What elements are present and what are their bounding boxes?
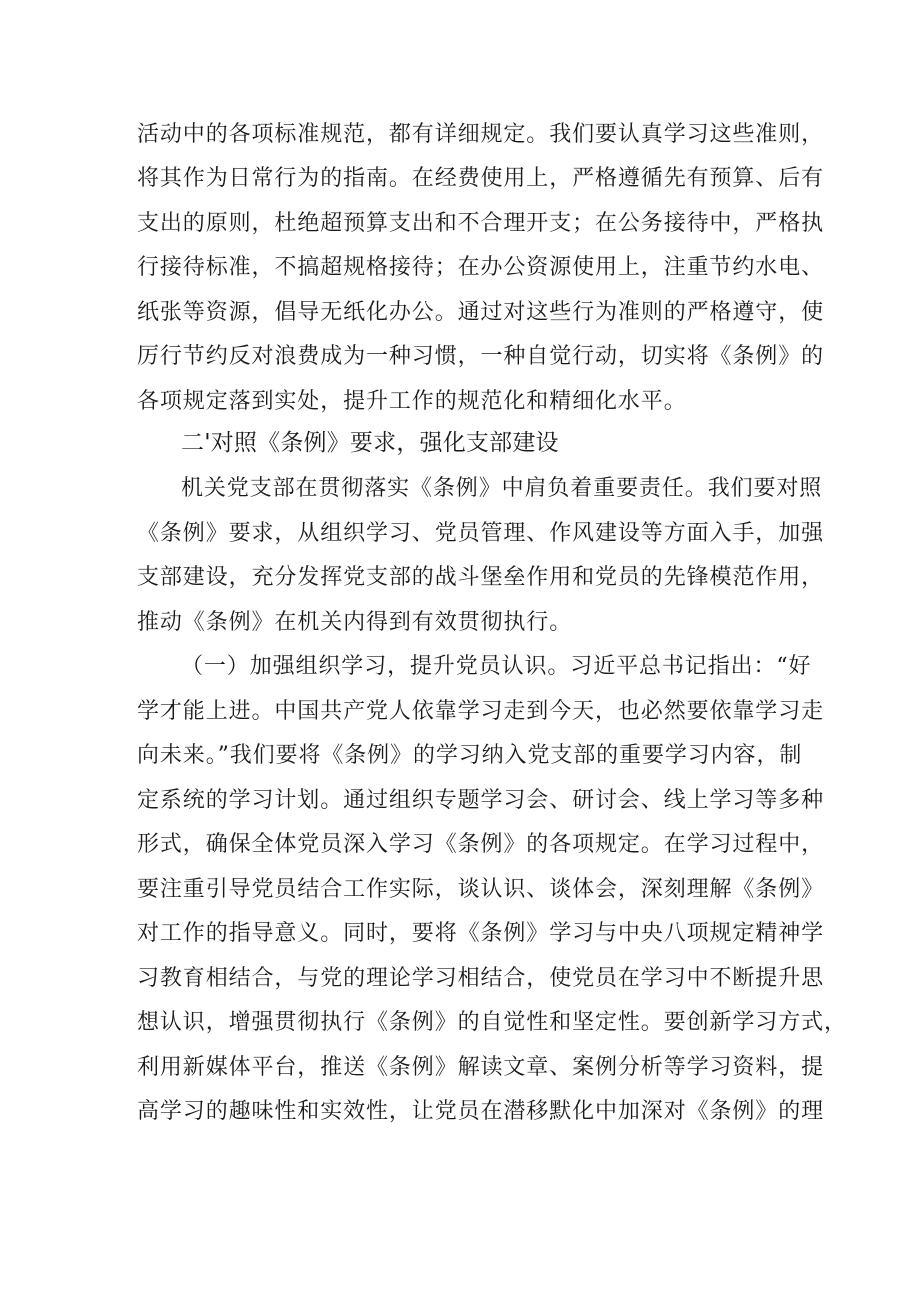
paragraph-1-line-5: 纸张等资源，倡导无纸化办公。通过对这些行为准则的严格遵守，使 bbox=[137, 300, 825, 325]
paragraph-3-line-6: 要注重引导党员结合工作实际，谈认识、谈体会，深刻理解《条例》 bbox=[137, 877, 825, 902]
paragraph-2-line-2: 《条例》要求，从组织学习、党员管理、作风建设等方面入手，加强 bbox=[137, 521, 825, 546]
paragraph-3-line-8: 习教育相结合，与党的理论学习相结合，使党员在学习中不断提升思 bbox=[137, 966, 825, 991]
paragraph-3-line-2: 学才能上进。中国共产党人依靠学习走到今天，也必然要依靠学习走 bbox=[137, 699, 825, 724]
paragraph-1-line-1: 活动中的各项标准规范，都有详细规定。我们要认真学习这些准则， bbox=[137, 122, 825, 147]
paragraph-3-line-7: 对工作的指导意义。同时，要将《条例》学习与中央八项规定精神学 bbox=[137, 921, 825, 946]
paragraph-3-line-1: （一）加强组织学习，提升党员认识。习近平总书记指出：“好 bbox=[181, 654, 812, 679]
section-heading: 二'对照《条例》要求，强化支部建设 bbox=[181, 430, 559, 456]
paragraph-2-line-4: 推动《条例》在机关内得到有效贯彻执行。 bbox=[137, 610, 573, 635]
paragraph-1-line-6: 厉行节约反对浪费成为一种习惯，一种自觉行动，切实将《条例》的 bbox=[137, 344, 825, 369]
paragraph-3-line-11: 高学习的趣味性和实效性，让党员在潜移默化中加深对《条例》的理 bbox=[137, 1099, 825, 1124]
paragraph-3-line-9: 想认识，增强贯彻执行《条例》的自觉性和坚定性。要创新学习方式， bbox=[137, 1010, 847, 1035]
paragraph-3-line-5: 形式，确保全体党员深入学习《条例》的各项规定。在学习过程中， bbox=[137, 832, 825, 857]
paragraph-1-line-7: 各项规定落到实处，提升工作的规范化和精细化水平。 bbox=[137, 389, 687, 414]
paragraph-1-line-4: 行接待标准，不搞超规格接待；在办公资源使用上，注重节约水电、 bbox=[137, 255, 825, 280]
paragraph-3-line-10: 利用新媒体平台，推送《条例》解读文章、案例分析等学习资料，提 bbox=[137, 1055, 825, 1080]
paragraph-2-line-1: 机关党支部在贯彻落实《条例》中肩负着重要责任。我们要对照 bbox=[181, 476, 823, 501]
paragraph-3-line-3: 向未来。”我们要将《条例》的学习纳入党支部的重要学习内容，制 bbox=[137, 743, 803, 768]
paragraph-2-line-3: 支部建设，充分发挥党支部的战斗堡垒作用和党员的先锋模范作用， bbox=[137, 565, 825, 590]
paragraph-1-line-2: 将其作为日常行为的指南。在经费使用上，严格遵循先有预算、后有 bbox=[137, 166, 825, 191]
paragraph-3-line-4: 定系统的学习计划。通过组织专题学习会、研讨会、线上学习等多种 bbox=[137, 788, 825, 813]
paragraph-1-line-3: 支出的原则，杜绝超预算支出和不合理开支；在公务接待中，严格执 bbox=[137, 211, 825, 236]
